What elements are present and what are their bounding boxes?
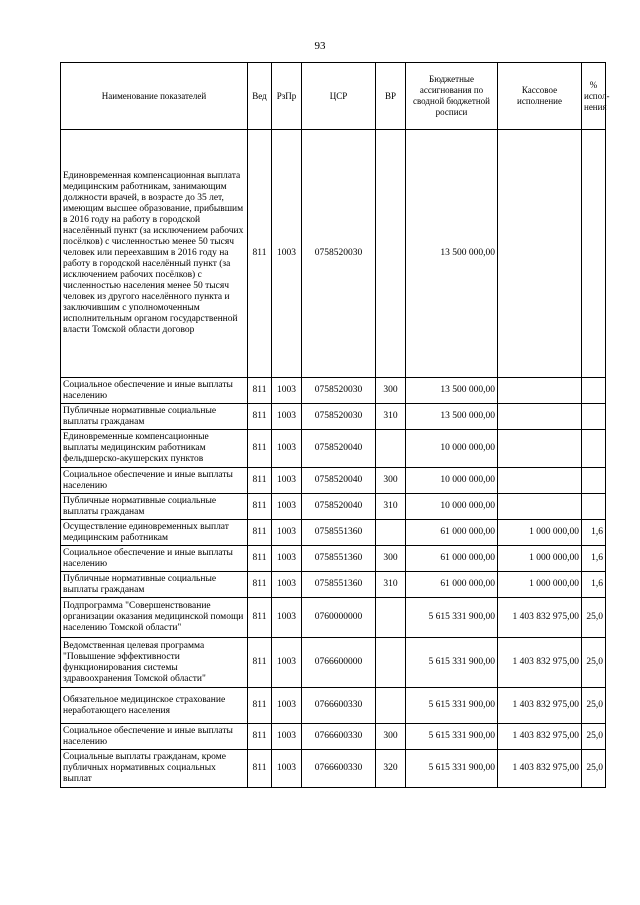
cell-rzpr: 1003: [272, 430, 302, 468]
cell-budget: 10 000 000,00: [406, 430, 498, 468]
cell-cash: 1 403 832 975,00: [498, 638, 582, 688]
cell-cash: 1 000 000,00: [498, 520, 582, 546]
cell-name: Ведомственная целевая программа "Повышение эффективности функционирования системы здравоохранения Томской области": [61, 638, 248, 688]
cell-ved: 811: [248, 494, 272, 520]
table-row: [61, 572, 606, 598]
header-name: Наименование показателей: [61, 63, 248, 130]
cell-percent: [582, 130, 606, 378]
cell-csr: 0758551360: [302, 546, 376, 572]
cell-name: Социальные выплаты гражданам, кроме публичных нормативных социальных выплат: [61, 750, 248, 788]
cell-name: Социальное обеспечение и иные выплаты населению: [61, 546, 248, 572]
cell-ved: 811: [248, 404, 272, 430]
cell-percent: 1,6: [582, 572, 606, 598]
cell-percent: 1,6: [582, 520, 606, 546]
cell-budget: 5 615 331 900,00: [406, 638, 498, 688]
cell-name: Подпрограмма "Совершенствование организации оказания медицинской помощи населению Томской области": [61, 598, 248, 638]
cell-rzpr: 1003: [272, 378, 302, 404]
cell-vr: 310: [376, 404, 406, 430]
header-ved: Вед: [248, 63, 272, 130]
cell-name: Единовременные компенсационные выплаты медицинским работникам фельдшерско-акушерских пунктов: [61, 430, 248, 468]
cell-vr: 310: [376, 494, 406, 520]
header-cash: Кассовое исполнение: [498, 63, 582, 130]
cell-name: Публичные нормативные социальные выплаты гражданам: [61, 572, 248, 598]
cell-csr: 0758520030: [302, 378, 376, 404]
cell-budget: 10 000 000,00: [406, 468, 498, 494]
cell-budget: 5 615 331 900,00: [406, 750, 498, 788]
header-percent: % испол-нения: [582, 63, 606, 130]
cell-vr: [376, 638, 406, 688]
cell-ved: 811: [248, 378, 272, 404]
cell-rzpr: 1003: [272, 494, 302, 520]
cell-cash: [498, 130, 582, 378]
cell-rzpr: 1003: [272, 572, 302, 598]
header-rzpr: РзПр: [272, 63, 302, 130]
cell-rzpr: 1003: [272, 638, 302, 688]
cell-cash: 1 000 000,00: [498, 546, 582, 572]
cell-vr: [376, 130, 406, 378]
table-row: [61, 430, 606, 468]
cell-name: Осуществление единовременных выплат медицинским работникам: [61, 520, 248, 546]
cell-name: Социальное обеспечение и иные выплаты населению: [61, 724, 248, 750]
cell-csr: 0766600330: [302, 724, 376, 750]
cell-percent: 25,0: [582, 598, 606, 638]
cell-rzpr: 1003: [272, 598, 302, 638]
cell-cash: 1 403 832 975,00: [498, 724, 582, 750]
header-vr: ВР: [376, 63, 406, 130]
table-row: [61, 468, 606, 494]
cell-vr: 320: [376, 750, 406, 788]
cell-ved: 811: [248, 598, 272, 638]
header-csr: ЦСР: [302, 63, 376, 130]
cell-ved: 811: [248, 468, 272, 494]
cell-vr: [376, 598, 406, 638]
cell-cash: 1 403 832 975,00: [498, 688, 582, 724]
cell-rzpr: 1003: [272, 688, 302, 724]
cell-vr: 300: [376, 378, 406, 404]
cell-percent: [582, 468, 606, 494]
cell-vr: 300: [376, 468, 406, 494]
header-budget: Бюджетные ассигнования по сводной бюджетной росписи: [406, 63, 498, 130]
cell-ved: 811: [248, 130, 272, 378]
table-header-row: [61, 63, 606, 130]
cell-percent: 25,0: [582, 724, 606, 750]
cell-name: Социальное обеспечение и иные выплаты населению: [61, 468, 248, 494]
cell-budget: 13 500 000,00: [406, 378, 498, 404]
page-number: 93: [314, 40, 326, 52]
table-body: [61, 130, 606, 788]
cell-cash: [498, 378, 582, 404]
cell-csr: 0758520030: [302, 130, 376, 378]
cell-percent: [582, 494, 606, 520]
cell-budget: 13 500 000,00: [406, 404, 498, 430]
table-row: [61, 598, 606, 638]
cell-rzpr: 1003: [272, 724, 302, 750]
cell-csr: 0758520030: [302, 404, 376, 430]
cell-budget: 13 500 000,00: [406, 130, 498, 378]
cell-name: Единовременная компенсационная выплата медицинским работникам, занимающим должности врачей, в возрасте до 35 лет, имеющим высшее образование, прибывшим в 2016 году на работу в городской населённый пункт (за исключением рабочих посёлков) с численностью менее 50 тысяч человек или переехавшим в 2016 году на работу в городской населённый пункт (за исключением рабочих посёлков) с численностью населения менее 50 тысяч человек из другого населённого пункта и заключившим с уполномоченным исполнительным органом государственной власти Томской области договор: [61, 130, 248, 378]
cell-percent: [582, 378, 606, 404]
table-row: [61, 546, 606, 572]
cell-rzpr: 1003: [272, 546, 302, 572]
cell-name: Публичные нормативные социальные выплаты гражданам: [61, 494, 248, 520]
cell-rzpr: 1003: [272, 750, 302, 788]
cell-ved: 811: [248, 638, 272, 688]
cell-cash: [498, 468, 582, 494]
cell-percent: 25,0: [582, 750, 606, 788]
cell-percent: 25,0: [582, 688, 606, 724]
cell-percent: [582, 404, 606, 430]
cell-rzpr: 1003: [272, 130, 302, 378]
cell-csr: 0766600330: [302, 750, 376, 788]
cell-name: Публичные нормативные социальные выплаты гражданам: [61, 404, 248, 430]
cell-vr: 300: [376, 546, 406, 572]
cell-ved: 811: [248, 688, 272, 724]
cell-csr: 0766600000: [302, 638, 376, 688]
cell-cash: 1 000 000,00: [498, 572, 582, 598]
cell-csr: 0766600330: [302, 688, 376, 724]
cell-csr: 0758520040: [302, 468, 376, 494]
cell-cash: 1 403 832 975,00: [498, 750, 582, 788]
table-row: [61, 378, 606, 404]
cell-rzpr: 1003: [272, 404, 302, 430]
cell-name: Обязательное медицинское страхование неработающего населения: [61, 688, 248, 724]
budget-execution-table: [60, 62, 610, 788]
table-row: [61, 404, 606, 430]
cell-rzpr: 1003: [272, 520, 302, 546]
cell-csr: 0758551360: [302, 520, 376, 546]
cell-budget: 5 615 331 900,00: [406, 688, 498, 724]
cell-ved: 811: [248, 520, 272, 546]
table-row: [61, 130, 606, 378]
cell-cash: [498, 494, 582, 520]
cell-vr: 300: [376, 724, 406, 750]
cell-budget: 61 000 000,00: [406, 520, 498, 546]
cell-budget: 61 000 000,00: [406, 572, 498, 598]
cell-vr: [376, 430, 406, 468]
cell-ved: 811: [248, 750, 272, 788]
cell-csr: 0758551360: [302, 572, 376, 598]
cell-cash: [498, 430, 582, 468]
table-row: [61, 494, 606, 520]
cell-ved: 811: [248, 724, 272, 750]
cell-budget: 5 615 331 900,00: [406, 598, 498, 638]
cell-percent: 1,6: [582, 546, 606, 572]
cell-csr: 0760000000: [302, 598, 376, 638]
cell-budget: 10 000 000,00: [406, 494, 498, 520]
cell-rzpr: 1003: [272, 468, 302, 494]
cell-cash: 1 403 832 975,00: [498, 598, 582, 638]
cell-ved: 811: [248, 546, 272, 572]
cell-csr: 0758520040: [302, 430, 376, 468]
cell-vr: 310: [376, 572, 406, 598]
cell-csr: 0758520040: [302, 494, 376, 520]
cell-percent: [582, 430, 606, 468]
cell-vr: [376, 520, 406, 546]
table-row: [61, 688, 606, 724]
cell-ved: 811: [248, 572, 272, 598]
cell-vr: [376, 688, 406, 724]
table-row: [61, 638, 606, 688]
cell-ved: 811: [248, 430, 272, 468]
cell-name: Социальное обеспечение и иные выплаты населению: [61, 378, 248, 404]
table-row: [61, 520, 606, 546]
cell-budget: 61 000 000,00: [406, 546, 498, 572]
cell-cash: [498, 404, 582, 430]
cell-percent: 25,0: [582, 638, 606, 688]
table-row: [61, 724, 606, 750]
cell-budget: 5 615 331 900,00: [406, 724, 498, 750]
table-row: [61, 750, 606, 788]
